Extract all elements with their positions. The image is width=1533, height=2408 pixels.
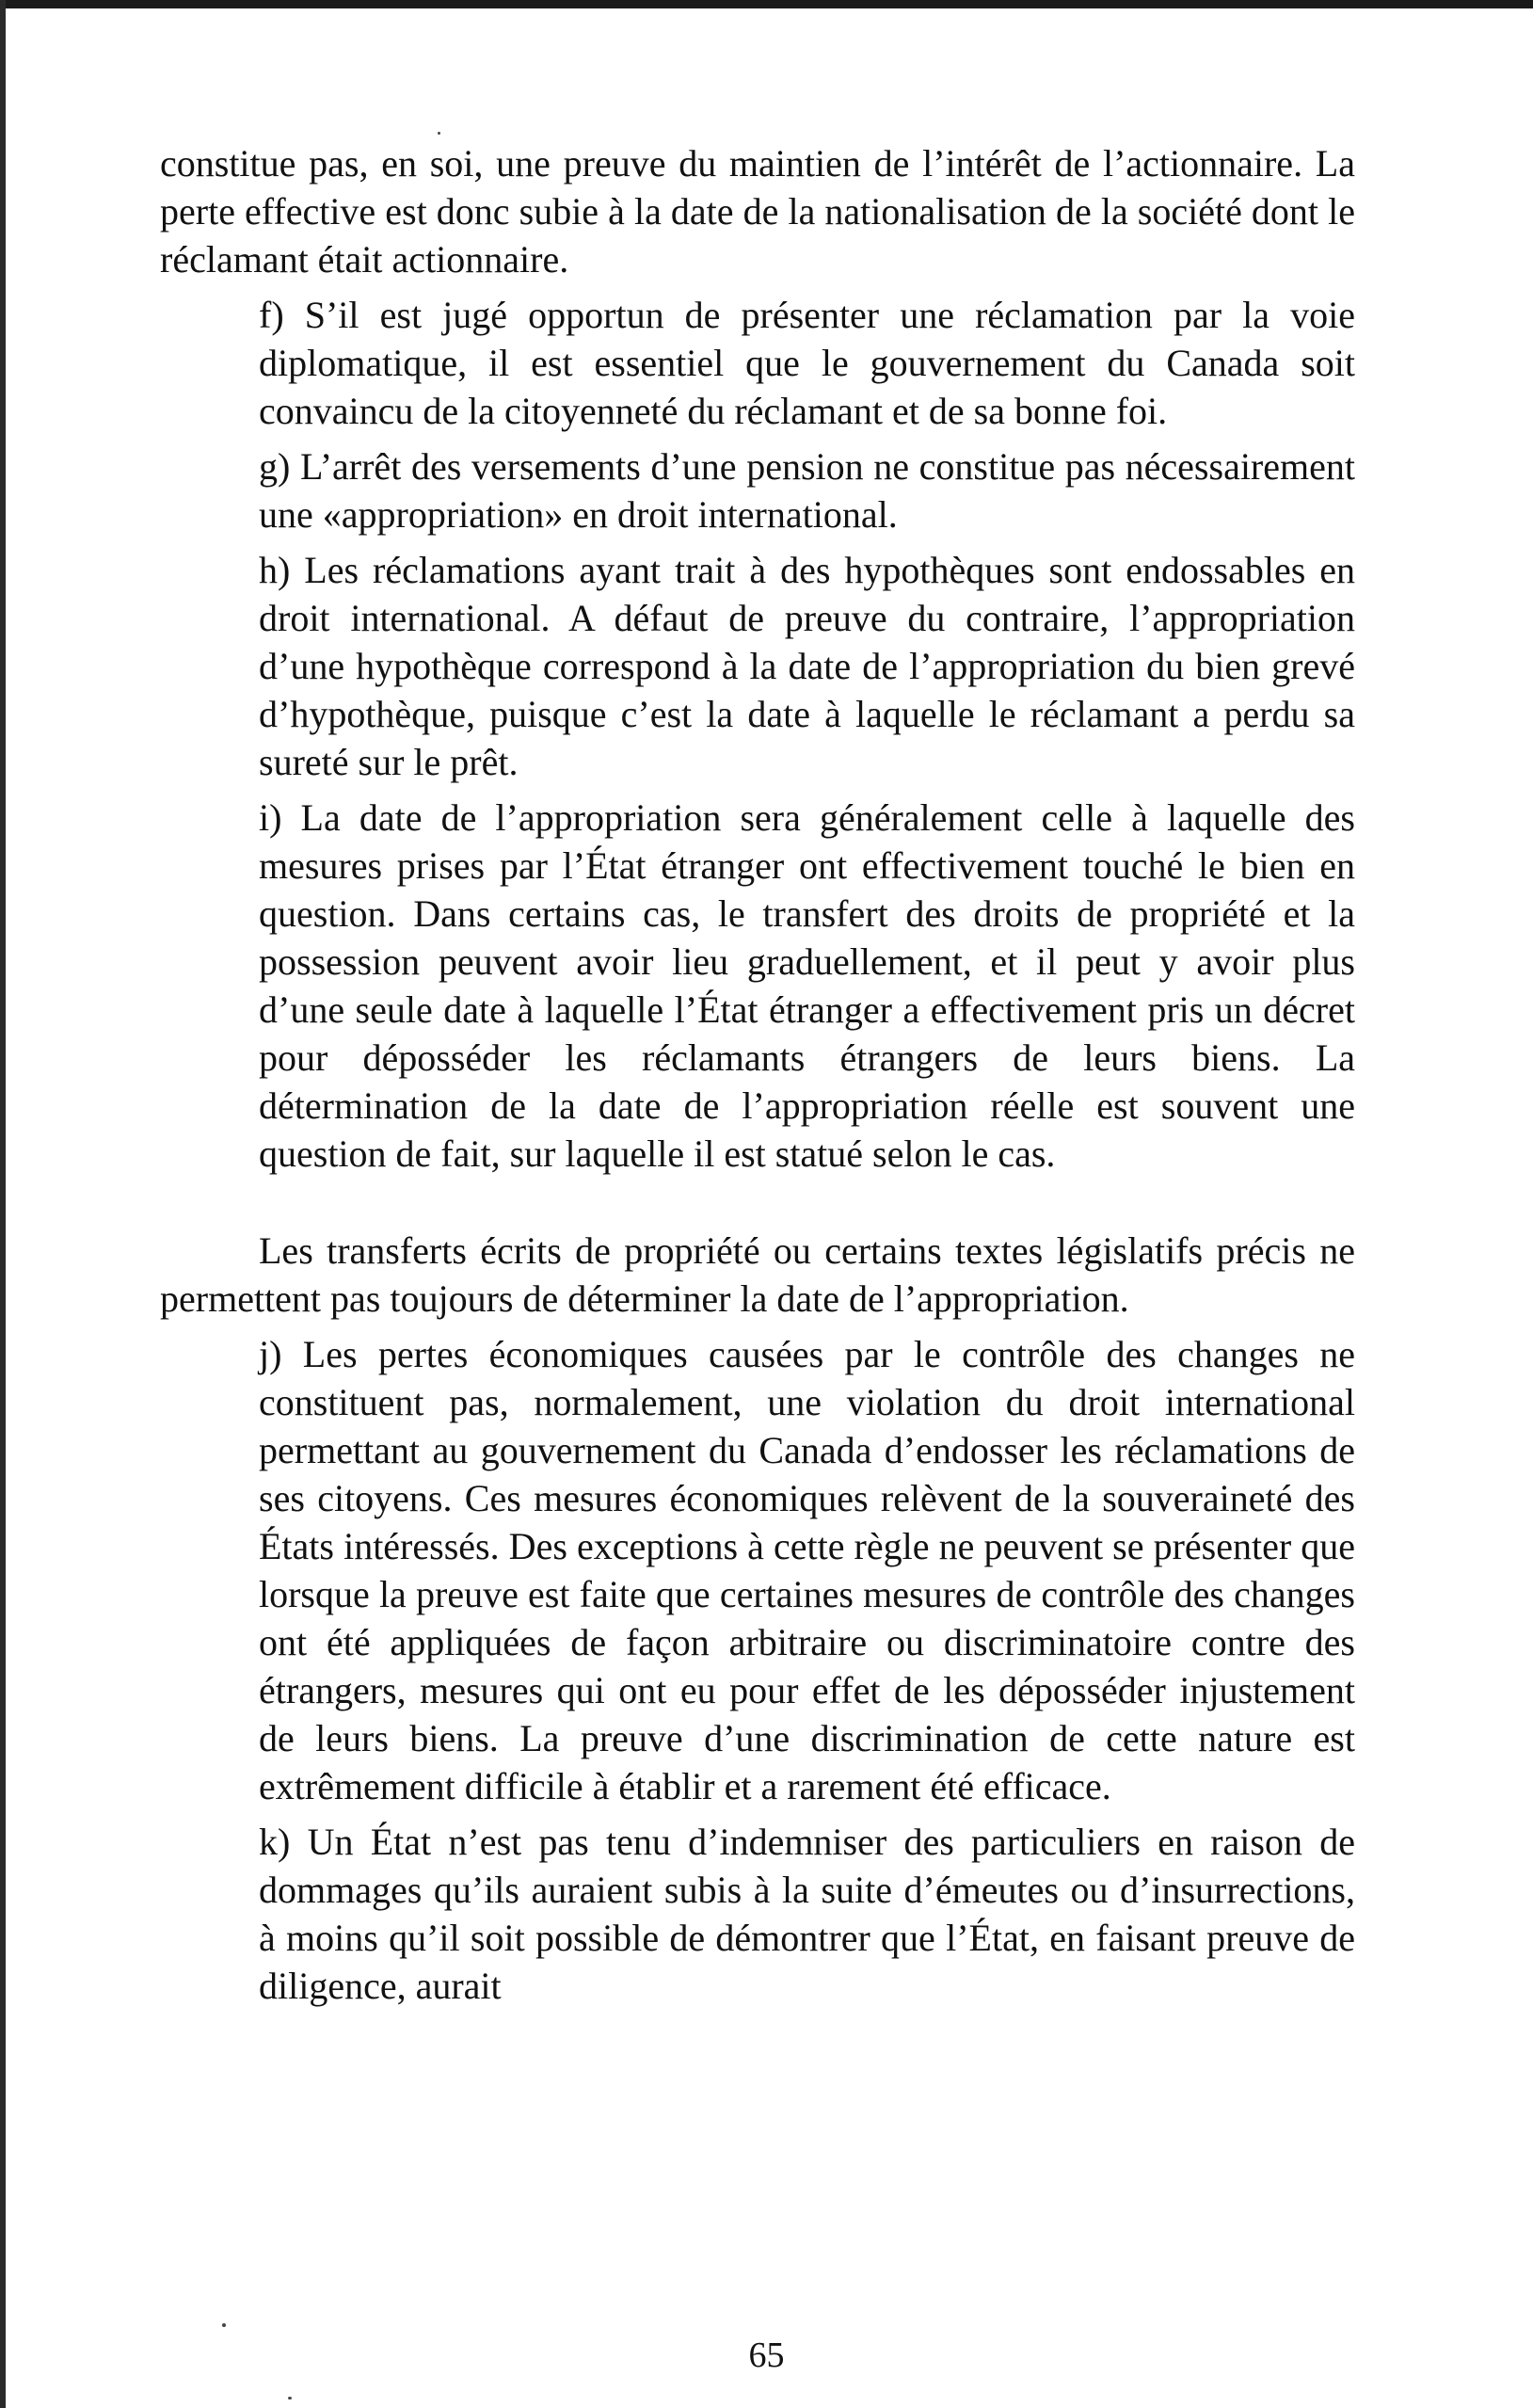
scan-speck xyxy=(222,2323,226,2327)
paragraph-k: k) Un État n’est pas tenu d’indemniser des particuliers en raison de dommages qu’ils auraient subis à la suite d’émeutes ou d’insurrections, à moins qu’il soit possible de démontrer que l’État, en faisant preuve de diligence, aurait xyxy=(259,1821,1355,2007)
scan-left-border xyxy=(0,0,6,2408)
paragraph-i: i) La date de l’appropriation sera généralement celle à laquelle des mesures prises par l’État étranger ont effectivement touché le bien en question. Dans certains cas, le transfert des droits de propriété et la possession peuvent avoir lieu graduellement, et il peut y avoir plus d’une seule date à laquelle l’État étranger a effectivement pris un décret pour déposséder les réclamants étrangers de leurs biens. La détermination de la date de l’appropriation réelle est souvent une question de fait, sur laquelle il est statué selon le cas. xyxy=(259,796,1355,1175)
document-page xyxy=(160,139,1355,2010)
paragraph-h: h) Les réclamations ayant trait à des hypothèques sont endossables en droit international. A défaut de preuve du contraire, l’appropriation d’une hypothèque correspond à la date de l’appropriation du bien grevé d’hypothèque, puisque c’est la date à laquelle le réclamant a perdu sa sureté sur le prêt. xyxy=(259,549,1355,783)
paragraph-g: g) L’arrêt des versements d’une pension ne constitue pas nécessairement une «appropriation» en droit international. xyxy=(259,445,1355,536)
paragraph-continuation: constitue pas, en soi, une preuve du maintien de l’intérêt de l’actionnaire. La perte effective est donc subie à la date de la nationalisation de la société dont le réclamant était actionnaire. xyxy=(160,142,1355,281)
paragraph-transferts: Les transferts écrits de propriété ou certains textes législatifs précis ne permettent pas toujours de déterminer la date de l’appropriation. xyxy=(160,1229,1355,1320)
paragraph-j: j) Les pertes économiques causées par le contrôle des changes ne constituent pas, normalement, une violation du droit international permettant au gouvernement du Canada d’endosser les réclamations de ses citoyens. Ces mesures économiques relèvent de la souveraineté des États intéressés. Des exceptions à cette règle ne peuvent se présenter que lorsque la preuve est faite que certaines mesures de contrôle des changes ont été appliquées de façon arbitraire ou discriminatoire contre des étrangers, mesures qui ont eu pour effet de les déposséder injustement de leurs biens. La preuve d’une discrimination de cette nature est extrêmement difficile à établir et a rarement été efficace. xyxy=(259,1333,1355,1807)
page-number: 65 xyxy=(748,2336,785,2375)
scan-speck xyxy=(288,2397,292,2400)
paragraph-f: f) S’il est jugé opportun de présenter une réclamation par la voie diplomatique, il est essentiel que le gouvernement du Canada soit convaincu de la citoyenneté du réclamant et de sa bonne foi. xyxy=(259,294,1355,432)
scan-top-border xyxy=(0,0,1533,8)
scan-speck xyxy=(438,132,440,135)
